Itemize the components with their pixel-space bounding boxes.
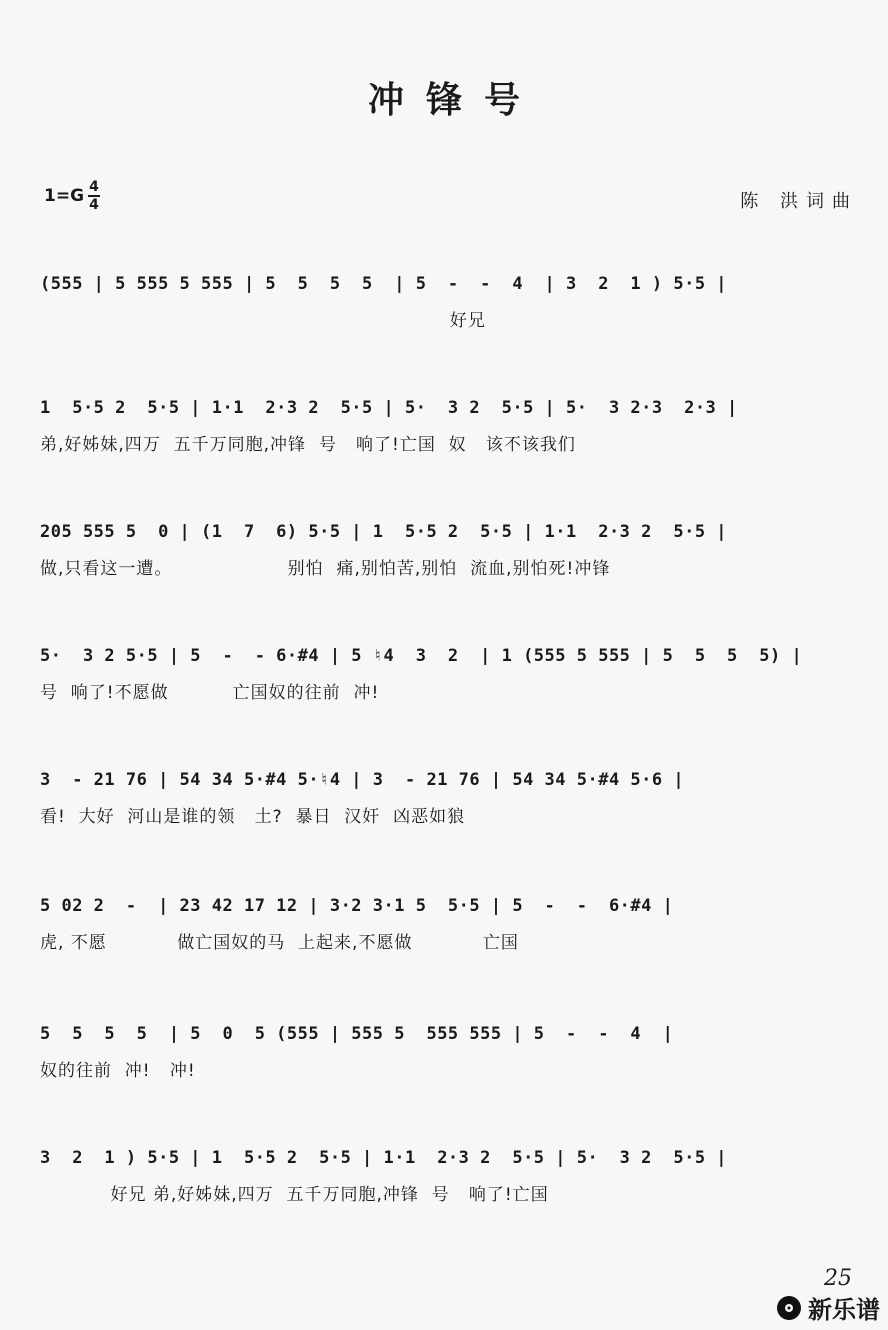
- key-signature: [44, 180, 100, 212]
- time-bottom: 4: [89, 197, 99, 213]
- key-tonic: 1=G: [44, 186, 85, 206]
- watermark-logo: [776, 1290, 880, 1325]
- score-system-5: [40, 758, 865, 832]
- notation-line: 5 02 2 - | 23 42 17 12 | 3·2 3·1 5 5·5 | 5 - - 6·#4 |: [40, 896, 674, 916]
- notation-line: 5· 3 2 5·5 | 5 - - 6·#4 | 5 ♮4 3 2 | 1 (555 5 555 | 5 5 5 5) |: [40, 646, 803, 666]
- time-signature: [88, 180, 100, 212]
- notation-line: 5 5 5 5 | 5 0 5 (555 | 555 5 555 555 | 5 - - 4 |: [40, 1024, 674, 1044]
- lyric-line: 奴的往前 冲! 冲!: [40, 1061, 196, 1081]
- music-disc-icon: [776, 1295, 802, 1321]
- composer-credit: 陈 洪词曲: [740, 191, 858, 212]
- lyric-line: 好兄: [40, 311, 486, 331]
- score-system-1: [40, 262, 865, 336]
- lyric-line: 好兄 弟,好姊妹,四万 五千万同胞,冲锋 号 响了!亡国: [40, 1185, 549, 1205]
- lyric-line: 做,只看这一遭。 别怕 痛,别怕苦,别怕 流血,别怕死!冲锋: [40, 559, 611, 579]
- lyric-line: 虎, 不愿 做亡国奴的马 上起来,不愿做 亡国: [40, 933, 519, 953]
- notation-line: 1 5·5 2 5·5 | 1·1 2·3 2 5·5 | 5· 3 2 5·5 | 5· 3 2·3 2·3 |: [40, 398, 738, 418]
- score-system-2: [40, 386, 865, 460]
- notation-line: (555 | 5 555 5 555 | 5 5 5 5 | 5 - - 4 | 3 2 1 ) 5·5 |: [40, 274, 728, 294]
- notation-line: 205 555 5 0 | (1 7 6) 5·5 | 1 5·5 2 5·5 | 1·1 2·3 2 5·5 |: [40, 522, 728, 542]
- notation-line: 3 - 21 76 | 54 34 5·#4 5·♮4 | 3 - 21 76 | 54 34 5·#4 5·6 |: [40, 770, 685, 790]
- score-system-3: [40, 510, 865, 584]
- score-system-6: [40, 884, 865, 958]
- score-system-8: [40, 1136, 865, 1210]
- page-number: 25: [824, 1266, 852, 1291]
- notation-line: 3 2 1 ) 5·5 | 1 5·5 2 5·5 | 1·1 2·3 2 5·5 | 5· 3 2 5·5 |: [40, 1148, 728, 1168]
- score-system-7: [40, 1012, 865, 1086]
- song-title: 冲锋号: [367, 80, 542, 121]
- score-system-4: [40, 634, 865, 708]
- time-top: 4: [89, 179, 99, 195]
- watermark-text: 新乐谱: [808, 1296, 880, 1324]
- lyric-line: 弟,好姊妹,四万 五千万同胞,冲锋 号 响了!亡国 奴 该不该我们: [40, 435, 576, 455]
- lyric-line: 号 响了!不愿做 亡国奴的往前 冲!: [40, 683, 380, 703]
- lyric-line: 看! 大好 河山是谁的领 土? 暴日 汉奸 凶恶如狼: [40, 807, 466, 827]
